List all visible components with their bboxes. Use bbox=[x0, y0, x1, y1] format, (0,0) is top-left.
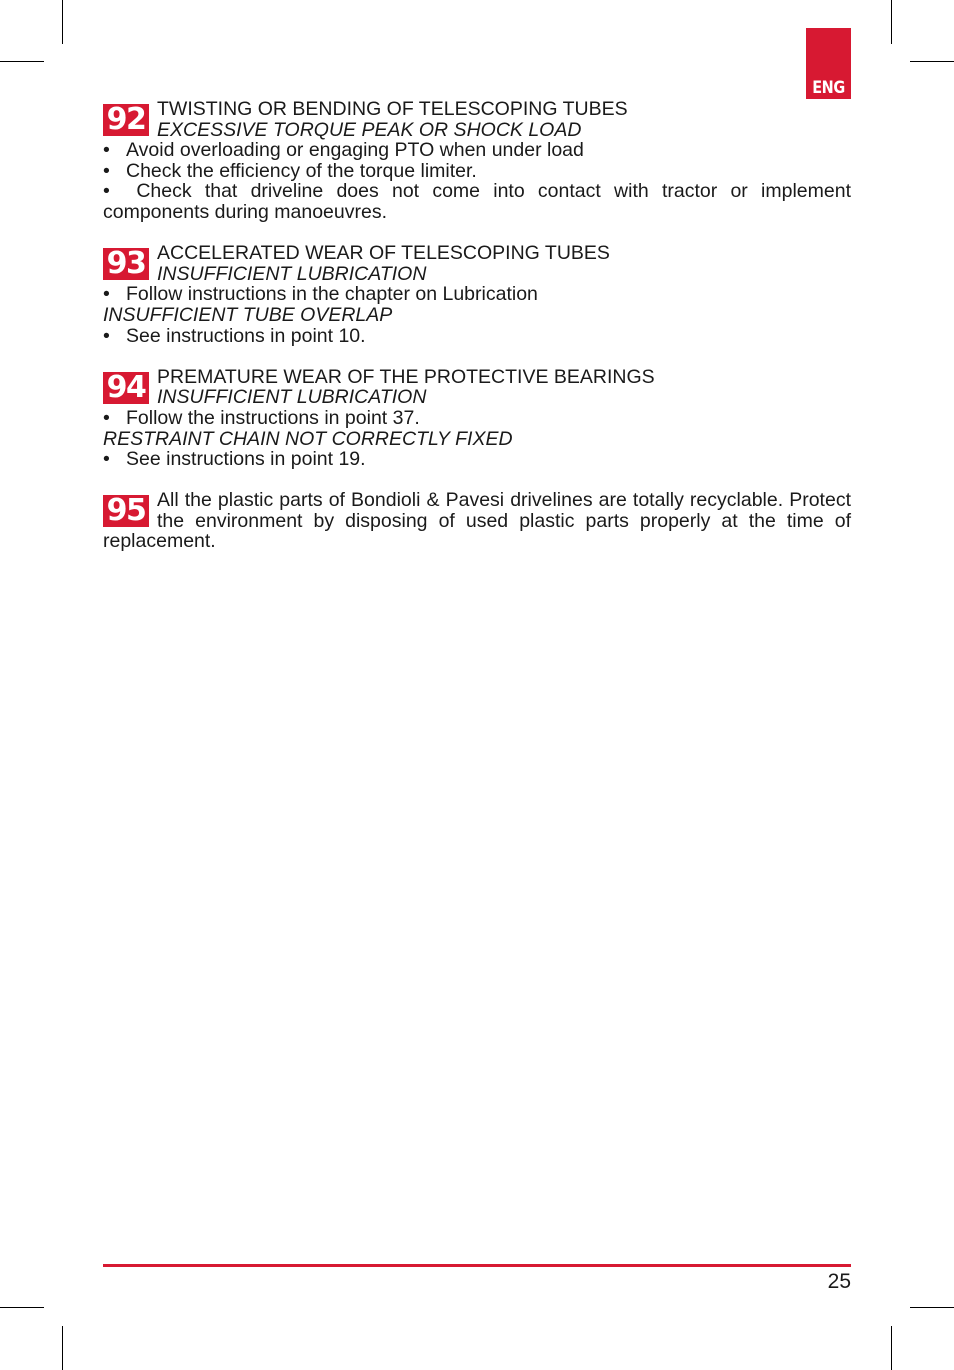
cause-heading: RESTRAINT CHAIN NOT CORRECTLY FIXED bbox=[103, 427, 513, 450]
bullet-dot: • bbox=[103, 159, 110, 182]
section-text: All the plastic parts of Bondioli & Pavesi drivelines are totally recyclable. Protect the environment by disposing of used plastic parts properly at the time of replacement. bbox=[103, 489, 851, 553]
crop-mark bbox=[910, 61, 954, 62]
bullet-item: • Check the efficiency of the torque limiter. bbox=[103, 159, 477, 182]
bullet-item: • See instructions in point 19. bbox=[103, 448, 366, 471]
crop-mark bbox=[62, 0, 63, 44]
bullet-dot: • bbox=[103, 448, 110, 471]
page-content bbox=[103, 99, 851, 573]
cause-heading: INSUFFICIENT TUBE OVERLAP bbox=[103, 303, 393, 326]
section-number-badge: 94 bbox=[103, 372, 149, 404]
cause-heading: EXCESSIVE TORQUE PEAK OR SHOCK LOAD bbox=[157, 118, 582, 141]
bullet-dot: • bbox=[103, 139, 110, 162]
section-95 bbox=[103, 490, 851, 552]
crop-mark bbox=[0, 61, 44, 62]
bullet-item: • Avoid overloading or engaging PTO when under load bbox=[103, 139, 584, 162]
bullet-dot: • bbox=[103, 406, 110, 429]
bullet-item: • See instructions in point 10. bbox=[103, 324, 366, 347]
cause-heading: INSUFFICIENT LUBRICATION bbox=[157, 386, 427, 409]
section-title: PREMATURE WEAR OF THE PROTECTIVE BEARINGS bbox=[157, 365, 655, 388]
page-number: 25 bbox=[827, 1270, 851, 1293]
section-number-badge: 93 bbox=[103, 248, 149, 280]
section-93 bbox=[103, 243, 851, 346]
crop-mark bbox=[62, 1326, 63, 1370]
crop-mark bbox=[891, 0, 892, 44]
section-title: ACCELERATED WEAR OF TELESCOPING TUBES bbox=[157, 242, 610, 265]
section-92 bbox=[103, 99, 851, 223]
section-number-badge: 92 bbox=[103, 104, 149, 136]
footer-rule bbox=[103, 1264, 851, 1267]
section-title: TWISTING OR BENDING OF TELESCOPING TUBES bbox=[157, 98, 628, 120]
bullet-item: • Check that driveline does not come into contact with tractor or implement components during manoeuvres. bbox=[103, 180, 851, 223]
section-number-badge: 95 bbox=[103, 495, 149, 527]
section-94 bbox=[103, 367, 851, 470]
cause-heading: INSUFFICIENT LUBRICATION bbox=[157, 262, 427, 285]
bullet-dot: • bbox=[103, 324, 110, 347]
crop-mark bbox=[0, 1307, 44, 1308]
crop-mark bbox=[910, 1307, 954, 1308]
crop-mark bbox=[891, 1326, 892, 1370]
bullet-dot: • bbox=[103, 283, 110, 306]
language-tab bbox=[806, 28, 851, 99]
bullet-item: • Follow instructions in the chapter on Lubrication bbox=[103, 283, 538, 306]
bullet-item: • Follow the instructions in point 37. bbox=[103, 406, 420, 429]
language-label: ENG bbox=[812, 78, 845, 98]
